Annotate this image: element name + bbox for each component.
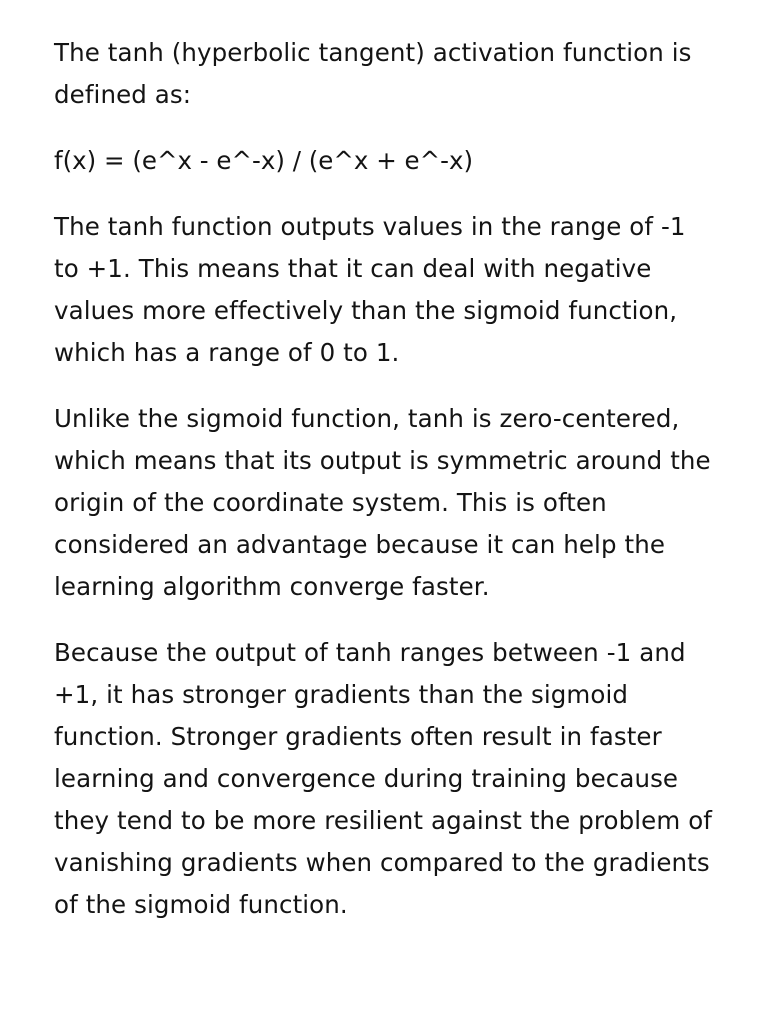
range-paragraph: The tanh function outputs values in the range of -1 to +1. This means that it can deal with negative values more effectively than the sigmoid function, which has a range of 0 to 1. [54, 212, 686, 367]
gradients-paragraph: Because the output of tanh ranges between -1 and +1, it has stronger gradients than the sigmoid function. Stronger gradients often result in faster learning and convergence during training because they tend to be more resilient against the problem of vanishing gradients when compared to the gradients of the sigmoid function. [54, 638, 713, 919]
intro-paragraph: The tanh (hyperbolic tangent) activation function is defined as: [54, 38, 692, 109]
tanh-formula: f(x) = (e^x - e^-x) / (e^x + e^-x) [54, 146, 474, 175]
zero-centered-paragraph: Unlike the sigmoid function, tanh is zero-centered, which means that its output is symmetric around the origin of the coordinate system. This is often considered an advantage because it can help the learning algorithm converge faster. [54, 404, 711, 601]
